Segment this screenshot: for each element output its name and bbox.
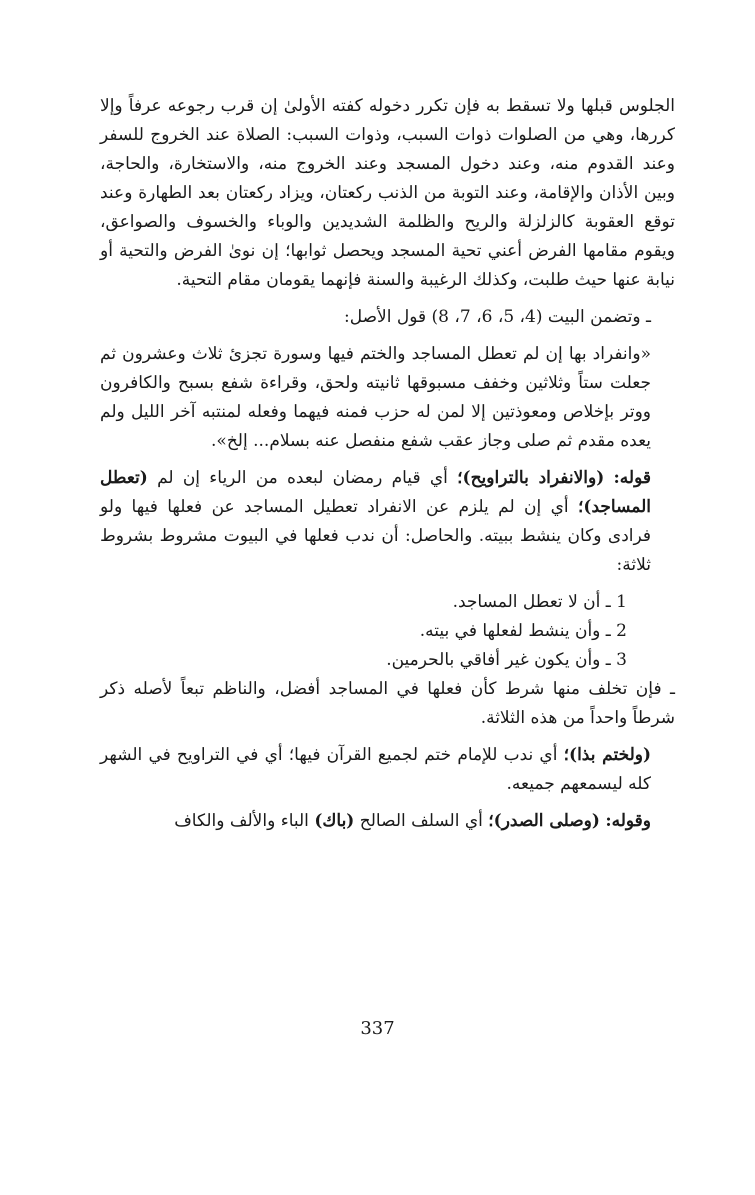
conditions-list bbox=[100, 588, 675, 675]
explanation-text: أي قيام رمضان لبعده من الرياء إن لم bbox=[157, 468, 448, 488]
lead-word: وقوله: bbox=[605, 811, 651, 831]
term-tarawih: (والانفراد بالتراويح)؛ bbox=[457, 468, 605, 488]
list-item: 1 ـ أن لا تعطل المساجد. bbox=[452, 592, 627, 612]
paragraph-7 bbox=[100, 807, 675, 836]
paragraph-5: ـ فإن تخلف منها شرط كأن فعلها في المساجد أفضل، والناظم تبعاً لأصله ذكر شرطاً واحداً من هذه الثلاثة. bbox=[100, 679, 675, 728]
paragraph-2: ـ وتضمن البيت (4، 5، 6، 7، 8) قول الأصل: bbox=[344, 307, 651, 327]
explanation-text: أي السلف الصالح bbox=[359, 811, 483, 831]
explanation-text: الباء والألف والكاف bbox=[174, 811, 309, 831]
paragraph-6 bbox=[100, 741, 675, 799]
paragraph-4 bbox=[100, 464, 675, 580]
term-sadr: (وصلى الصدر)؛ bbox=[488, 811, 600, 831]
list-item: 3 ـ وأن يكون غير أفاقي بالحرمين. bbox=[386, 650, 627, 670]
paragraph-1: الجلوس قبلها ولا تسقط به فإن تكرر دخوله كفته الأولىٰ إن قرب رجوعه عرفاً وإلا كررها، وهي من الصلوات ذوات السبب، وذوات السبب: الصلاة عند الخروج للسفر وعند القدوم منه، وعند دخول المسجد وعند الخروج منه، والاستخارة، والحاجة، وبين الأذان والإقامة، وعند التوبة من الذنب ركعتان، ويزاد ركعتان بعد الطهارة وعند توقع العقوبة كالزلزلة والريح والظلمة الشديدين والوباء والخسوف والصواعق، ويقوم مقامها الفرض أعني تحية المسجد ويحصل ثوابها؛ إن نوىٰ الفرض والتحية أو نيابة عنها حيث طلبت، وكذلك الرغيبة والسنة فإنهما يقومان مقام التحية. bbox=[100, 96, 675, 290]
page-body bbox=[100, 92, 675, 844]
term-bak: (باك) bbox=[314, 811, 355, 831]
explanation-text: أي إن لم يلزم عن الانفراد تعطيل المساجد عن فعلها فيها ولو فرادى وكان ينشط ببيته. والحاصل: أن ندب فعلها في البيوت مشروط بشروط ثلاثة: bbox=[100, 497, 651, 575]
term-khatm: (ولختم بذا)؛ bbox=[563, 745, 651, 765]
page-number: 337 bbox=[360, 1018, 395, 1039]
quoted-text: «وانفراد بها إن لم تعطل المساجد والختم فيها وسورة تجزئ ثلاث وعشرون ثم جعلت ستاً وثلاثين وخفف مسبوقها ثانيته ولحق، وقراءة شفع بسبح والكافرون ووتر بإخلاص ومعوذتين إلا لمن له حزب فمنه فيهما وفعله لمنتبه آخر الليل ولم يعده مقدم ثم صلى وجاز عقب شفع منفصل عنه بسلام... إلخ». bbox=[100, 344, 651, 451]
list-item: 2 ـ وأن ينشط لفعلها في بيته. bbox=[419, 621, 627, 641]
lead-word: قوله: bbox=[613, 468, 652, 488]
explanation-text: أي ندب للإمام ختم لجميع القرآن فيها؛ أي في التراويح في الشهر كله ليسمعهم جميعه. bbox=[100, 745, 651, 794]
term-masajid: (تعطل المساجد)؛ bbox=[100, 468, 651, 517]
